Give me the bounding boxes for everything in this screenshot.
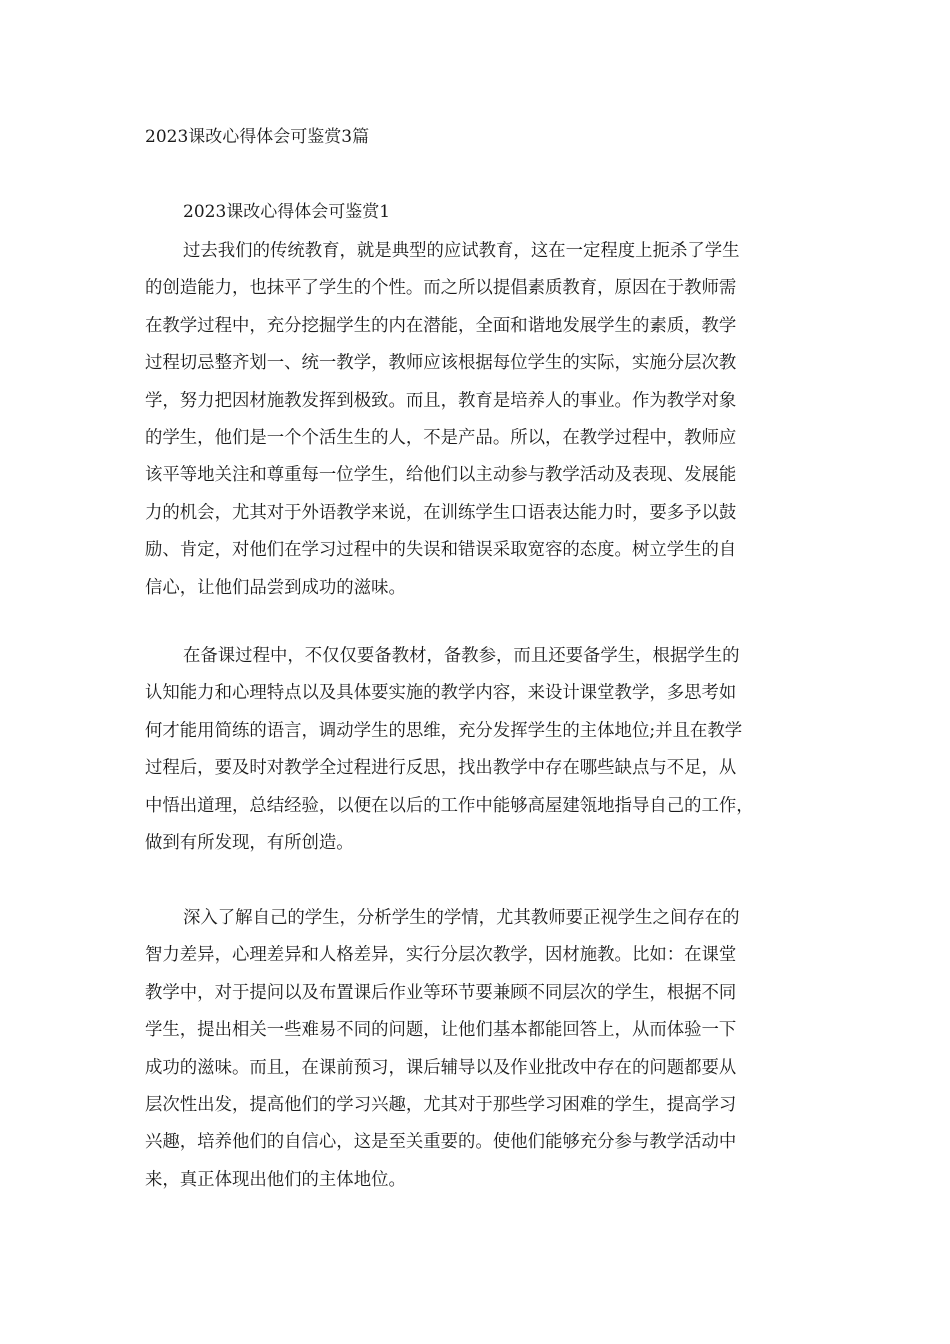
paragraph-line: 学，努力把因材施教发挥到极致。而且，教育是培养人的事业。作为教学对象: [145, 390, 737, 411]
paragraph-line: 在教学过程中，充分挖掘学生的内在潜能，全面和谐地发展学生的素质，教学: [145, 315, 737, 336]
paragraph-line: 的创造能力，也抹平了学生的个性。而之所以提倡素质教育，原因在于教师需: [145, 278, 737, 299]
paragraph-line: 信心，让他们品尝到成功的滋味。: [145, 577, 406, 598]
paragraph-line: 学生，提出相关一些难易不同的问题，让他们基本都能回答上，从而体验一下: [145, 1020, 737, 1041]
document-title: 2023课改心得体会可鉴赏3篇: [145, 127, 370, 147]
paragraph-line: 认知能力和心理特点以及具体要实施的教学内容，来设计课堂教学，多思考如: [145, 683, 737, 704]
paragraph-line: 深入了解自己的学生，分析学生的学情，尤其教师要正视学生之间存在的: [183, 908, 740, 928]
paragraph-line: 成功的滋味。而且，在课前预习，课后辅导以及作业批改中存在的问题都要从: [145, 1057, 737, 1078]
paragraph-line: 在备课过程中，不仅仅要备教材，备教参，而且还要备学生，根据学生的: [183, 646, 740, 666]
paragraph-line: 过去我们的传统教育，就是典型的应试教育，这在一定程度上扼杀了学生: [183, 241, 740, 261]
section-title: 2023课改心得体会可鉴赏1: [183, 202, 391, 222]
paragraph-line: 做到有所发现，有所创造。: [145, 832, 354, 853]
paragraph-1: [145, 233, 817, 607]
paragraph-line: 中悟出道理，总结经验，以便在以后的工作中能够高屋建瓴地指导自己的工作，: [145, 795, 754, 816]
paragraph-line: 励、肯定，对他们在学习过程中的失误和错误采取宽容的态度。树立学生的自: [145, 540, 737, 561]
paragraph-3: [145, 900, 817, 1199]
paragraph-line: 的学生，他们是一个个活生生的人，不是产品。所以，在教学过程中，教师应: [145, 427, 737, 448]
paragraph-line: 教学中，对于提问以及布置课后作业等环节要兼顾不同层次的学生，根据不同: [145, 982, 737, 1003]
paragraph-line: 力的机会，尤其对于外语教学来说，在训练学生口语表达能力时，要多予以鼓: [145, 502, 737, 523]
paragraph-line: 该平等地关注和尊重每一位学生，给他们以主动参与教学活动及表现、发展能: [145, 465, 737, 486]
paragraph-2: [145, 638, 817, 862]
paragraph-line: 智力差异，心理差异和人格差异，实行分层次教学，因材施教。比如：在课堂: [145, 945, 737, 966]
paragraph-line: 过程切忌整齐划一、统一教学，教师应该根据每位学生的实际，实施分层次教: [145, 353, 737, 374]
paragraph-line: 何才能用简练的语言，调动学生的思维，充分发挥学生的主体地位;并且在教学: [145, 720, 743, 741]
paragraph-line: 兴趣，培养他们的自信心，这是至关重要的。使他们能够充分参与教学活动中: [145, 1132, 737, 1153]
paragraph-line: 来，真正体现出他们的主体地位。: [145, 1169, 406, 1190]
paragraph-line: 过程后，要及时对教学全过程进行反思，找出教学中存在哪些缺点与不足，从: [145, 758, 737, 779]
paragraph-line: 层次性出发，提高他们的学习兴趣，尤其对于那些学习困难的学生，提高学习: [145, 1094, 737, 1115]
